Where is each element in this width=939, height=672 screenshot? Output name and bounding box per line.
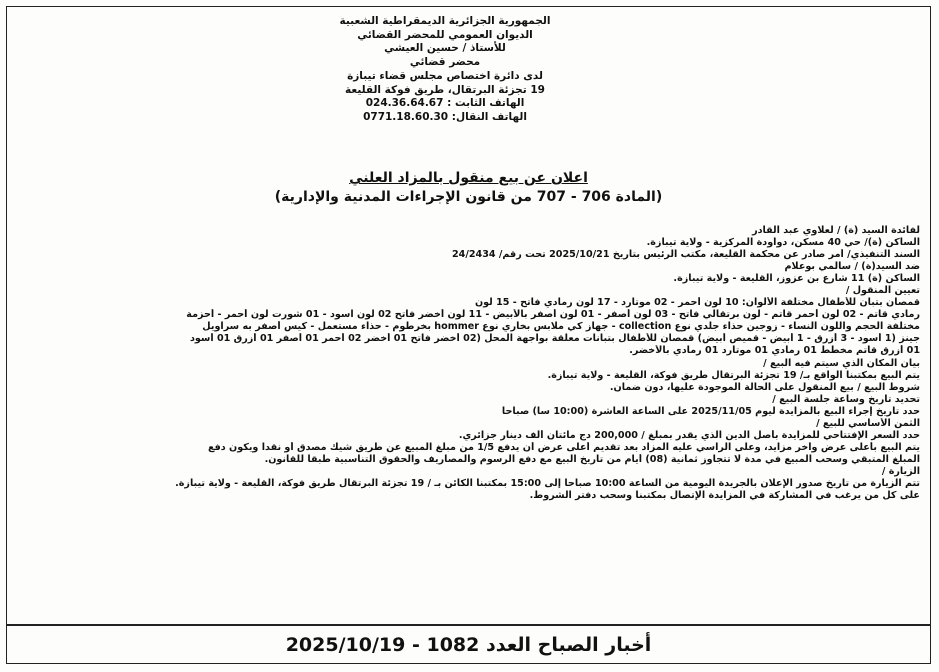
body-line: بيان المكان الذي سيتم فيه البيع / [763,357,920,369]
legal-notice-page [6,6,931,664]
header-line: الهاتف الثابت : 024.36.64.67 [365,97,525,110]
body-line: لفائدة السيد (ة) / لعلاوي عبد القادر [752,225,920,236]
header-line: الديوان العمومي للمحضر القضائي [357,28,533,41]
body-line: مختلفة الحجم واللون النساء - زوجين حذاء جلدي نوع collection - جهاز كي ملابس بخاري نوع hommer بخرطوم - حذاء مستعمل - كيس أصفر به سراويل [202,321,920,333]
body-line: رمادي قاتم - 02 لون أحمر قاتم - لون برتقالي فاتح - 03 لون أصفر - 01 لون أصفر بالأبيض - 11 لون أخضر فاتح 02 لون اسود - 01 شورت لون أحمر - أحزمة [186,309,920,321]
header-line: للأستاذ / حسين العيشي [384,42,506,55]
notice-body [17,225,920,502]
body-line: 01 أزرق قاتم مخطط 01 رمادي 01 موتارد 01 رمادي بالأخضر. [629,345,920,357]
body-line: الساكن (ة) 11 شارع بن عزوز، القليعة - ولاية تيبازة. [673,273,920,285]
notice-title [7,169,930,207]
header-line: لدى دائرة اختصاص مجلس قضاء تيبازة [347,69,543,82]
body-line: يتم البيع بمكتبنا الواقع بـ/ 19 تجزئة البرتقال طريق فوكة، القليعة - ولاية تيبازة. [547,369,920,381]
header-line: الجمهورية الجزائرية الديمقراطية الشعبية [339,15,551,27]
body-line: تعيين المنقول / [845,285,920,297]
body-line: يتم البيع بأعلى عرض وآخر مزايد، وعلى الراسي عليه المزاد بعد تقديم أعلى عرض أن يدفع 1/5 من مبلغ المبيع عن طريق شيك مصدق أو نقدا ويكون دفع [207,441,920,453]
body-line: ضد السيد(ة) / سالمي بوعلام [784,261,920,273]
body-line: تحديد تاريخ وساعة جلسة البيع / [772,393,920,405]
body-line: حدد السعر الإفتتاحي للمزايدة بأصل الدين الذي يقدر بمبلغ / 200,000 دج مائتان ألف دينار جزائري. [458,429,920,441]
header-line: الهاتف النقال: 0771.18.60.30 [363,110,527,123]
body-line: على كل من يرغب في المشاركة في المزايدة الإتصال بمكتبنا وسحب دفتر الشروط. [529,490,920,502]
newspaper-footer: أخبار الصباح العدد 1082 - 2025/10/19 [285,634,652,656]
body-line: حدد تاريخ إجراء البيع بالمزايدة ليوم 2025/11/05 على الساعة العاشرة (10:00 سا) صباحا [501,405,920,417]
body-line: جينز (1 أسود - 3 أزرق - 1 أبيض - قميص أبيض) قمصان للأطفال بتبانات معلقة بواجهة المحل (02 أخضر فاتح 01 أخضر 02 أحمر 01 أصفر 01 أزرق 01 أسود [189,333,920,345]
notice-title-article: (المادة 706 - 707 من قانون الإجراءات المدنية والإدارية) [274,189,663,205]
header-line: 19 تجزئة البرتقال، طريق فوكة القليعة [345,83,545,96]
header-line: محضر قضائي [409,56,481,69]
body-line: السند التنفيذي/ أمر صادر عن محكمة القليعة، مكتب الرئيس بتاريخ 2025/10/21 تحت رقم/ 24/2434 [452,249,920,261]
body-line: قمصان بتبان للأطفال مختلفة الألوان: 10 لون أحمر - 02 موتارد - 17 لون رمادي فاتح - 15 لون [474,297,920,309]
body-line: شروط البيع / بيع المنقول على الحالة الموجودة عليها، دون ضمان. [609,381,920,393]
body-line: الزيارة / [881,465,920,477]
body-line: تتم الزيارة من تاريخ صدور الإعلان بالجريدة اليومية من الساعة 10:00 صباحا إلى 15:00 بمكتبنا الكائن بـ / 19 تجزئة البرتقال طريق فوكة، القليعة - ولاية تيبازة. [175,477,920,489]
body-line: المبلغ المتبقي وسحب المبيع في مدة لا تتجاوز ثمانية (08) أيام من تاريخ البيع مع دفع الرسوم والمصاريف والحقوق التناسبية طبقا للقانون. [264,453,920,465]
body-line: الساكن (ة)/ حي 40 مسكن، دواودة المركزية - ولاية تيبازة. [646,237,920,249]
body-line: الثمن الأساسي للبيع / [816,417,920,429]
footer-divider [7,624,930,626]
notice-title-main: اعلان عن بيع منقول بالمزاد العلني [349,170,588,186]
bailiff-header [325,15,565,125]
